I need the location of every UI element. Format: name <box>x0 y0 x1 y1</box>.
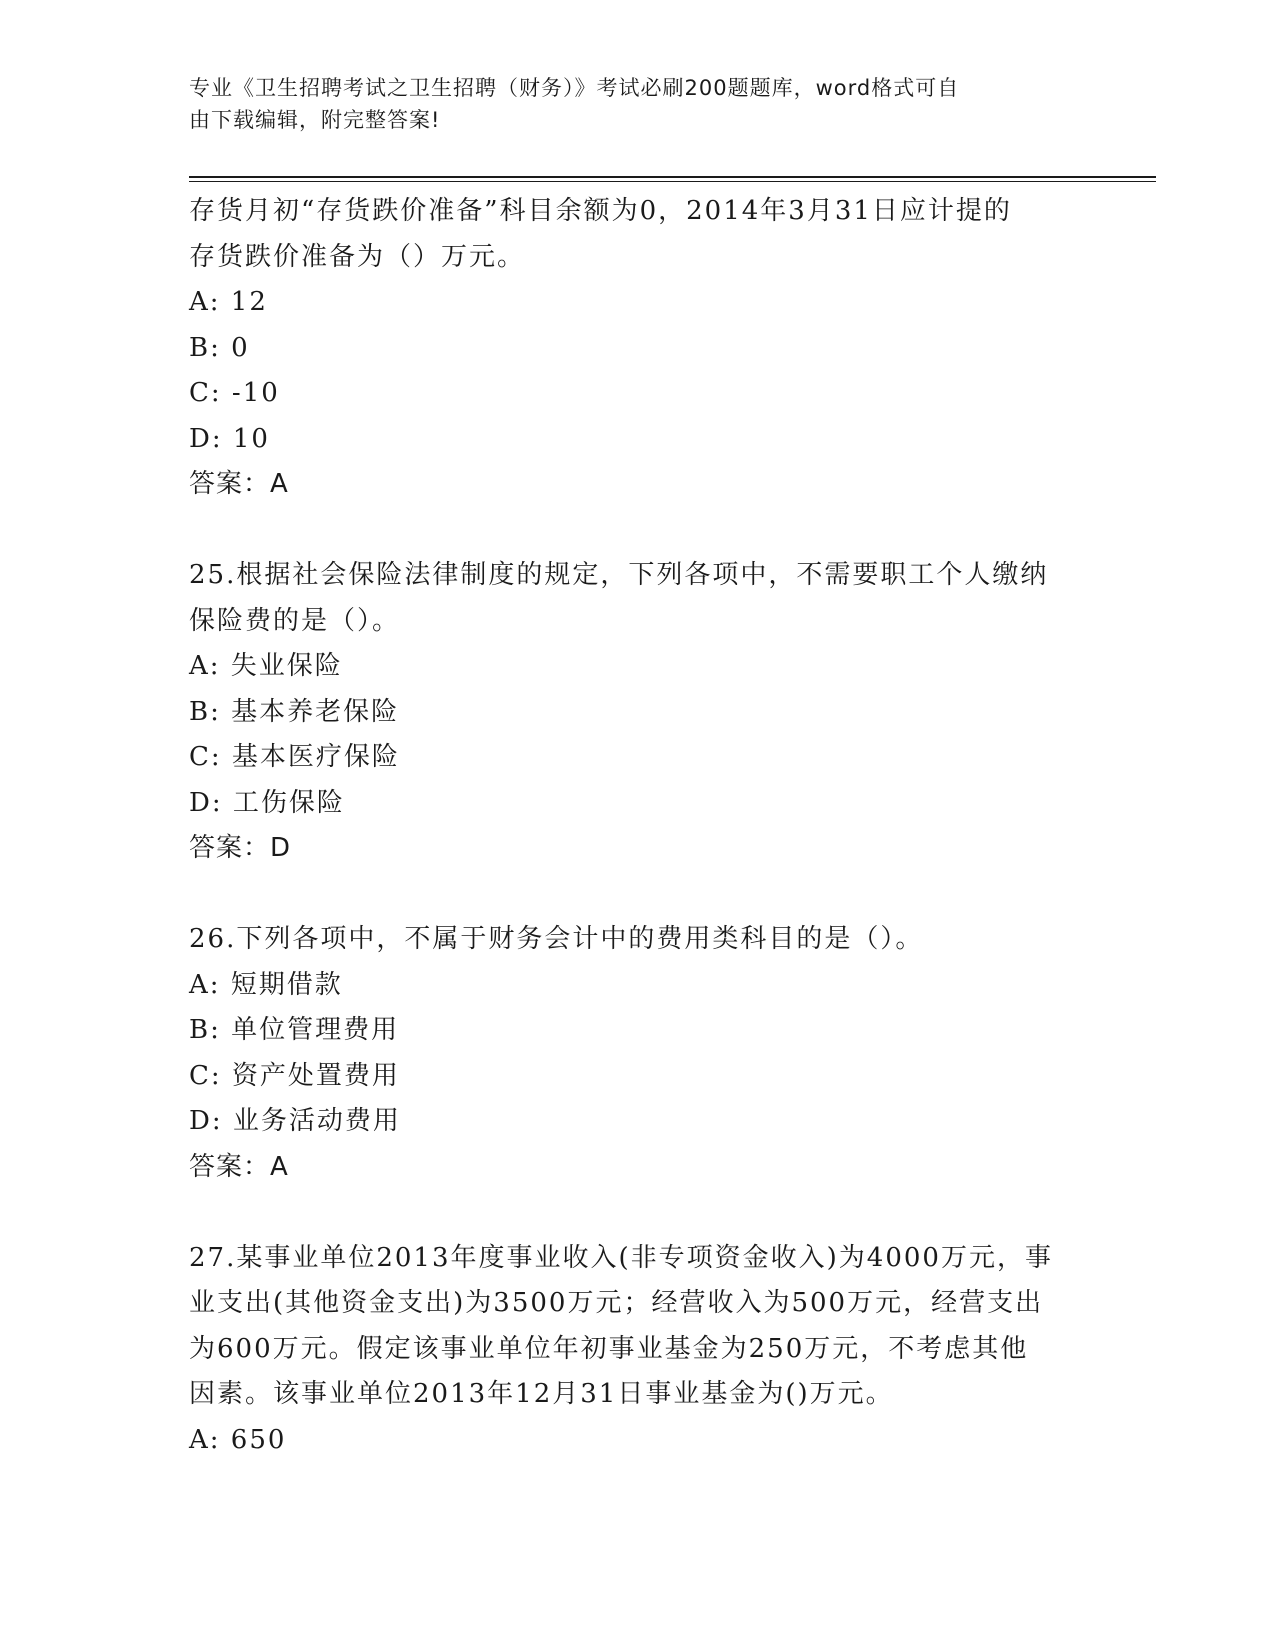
option-c: C: 基本医疗保险 <box>189 742 400 772</box>
header-divider-thick <box>189 176 1156 178</box>
answer: 答案：D <box>189 833 292 863</box>
option-c: C: 资产处置费用 <box>189 1060 400 1091</box>
spacer <box>189 508 1089 554</box>
option-d: D: 10 <box>189 423 270 454</box>
option-a: A: 短期借款 <box>189 969 343 1000</box>
option-d: D: 业务活动费用 <box>189 1106 401 1136</box>
document-header <box>189 72 1069 136</box>
option-a: A: 12 <box>189 287 268 317</box>
question-text-line: 因素。该事业单位2013年12月31日事业基金为()万元。 <box>189 1379 894 1409</box>
question-text-line: 保险费的是（）。 <box>189 605 401 636</box>
option-b: B: 0 <box>189 332 250 363</box>
question-text-line: 为600万元。假定该事业单位年初事业基金为250万元，不考虑其他 <box>189 1333 1029 1364</box>
header-divider-thin <box>189 181 1156 182</box>
option-a: A: 650 <box>189 1424 287 1455</box>
option-d: D: 工伤保险 <box>189 787 345 818</box>
question-text-line: 27.某事业单位2013年度事业收入(非专项资金收入)为4000万元，事 <box>189 1242 1053 1273</box>
header-line-2: 由下载编辑，附完整答案! <box>189 108 441 132</box>
question-25 <box>189 553 1089 872</box>
question-text-line: 25.根据社会保险法律制度的规定，下列各项中，不需要职工个人缴纳 <box>189 560 1049 590</box>
question-24 <box>189 189 1089 508</box>
option-c: C: -10 <box>189 378 280 408</box>
question-text-line: 26.下列各项中，不属于财务会计中的费用类科目的是（）。 <box>189 924 924 954</box>
question-26 <box>189 917 1089 1190</box>
answer: 答案：A <box>189 469 289 499</box>
question-text-line: 业支出(其他资金支出)为3500万元；经营收入为500万元，经营支出 <box>189 1288 1044 1318</box>
question-list <box>189 189 1089 1463</box>
option-a: A: 失业保险 <box>189 651 343 681</box>
question-text-line: 存货跌价准备为（）万元。 <box>189 241 526 272</box>
question-27 <box>189 1236 1089 1464</box>
spacer <box>189 872 1089 918</box>
spacer <box>189 1190 1089 1236</box>
header-line-1: 专业《卫生招聘考试之卫生招聘（财务）》考试必刷200题题库，word格式可自 <box>189 76 960 100</box>
answer: 答案：A <box>189 1151 289 1182</box>
question-text-line: 存货月初“存货跌价准备”科目余额为0，2014年3月31日应计提的 <box>189 196 1012 226</box>
option-b: B: 基本养老保险 <box>189 696 400 727</box>
option-b: B: 单位管理费用 <box>189 1015 400 1045</box>
